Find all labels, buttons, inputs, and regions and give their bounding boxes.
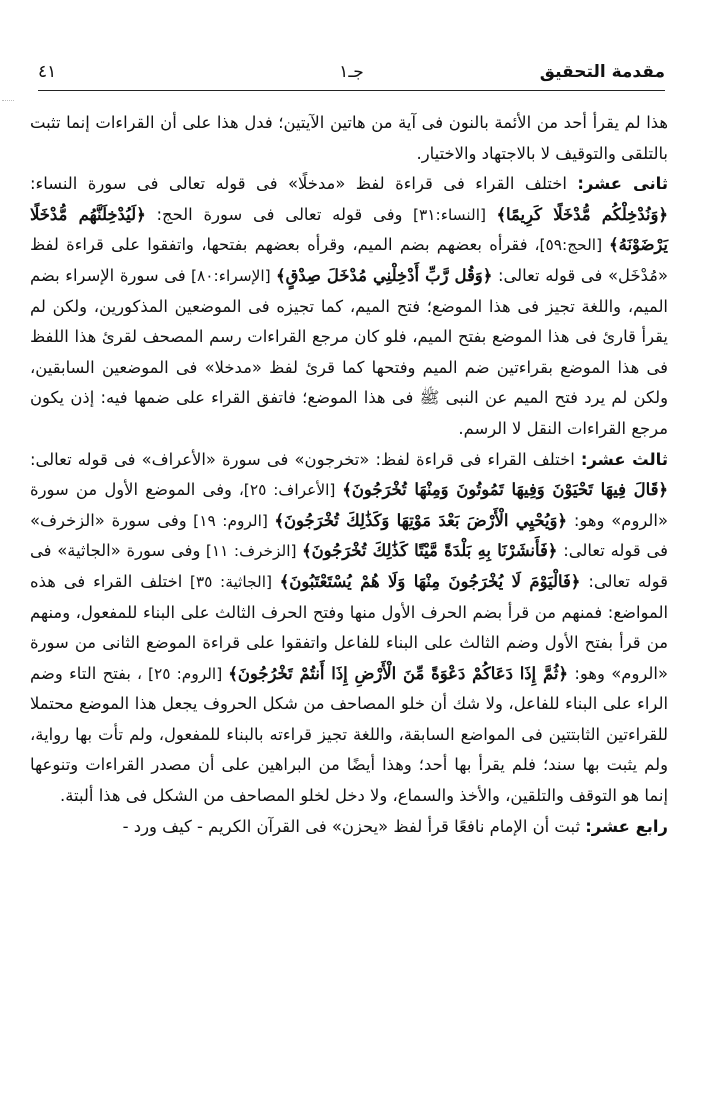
text-run: ثبت أن الإمام نافعًا قرأ لفظ «يحزن» فى القرآن الكريم - كيف ورد - bbox=[122, 816, 586, 836]
text-run: وفى الموضع الأول من سورة «الروم» وهو: bbox=[30, 480, 668, 530]
text-run: وفى قوله تعالى فى سورة الحج: bbox=[145, 204, 403, 224]
quran-verse: ﴿لَيُدْخِلَنَّهُم مُّدْخَلًا يَرْضَوْنَهُ﴾ bbox=[30, 204, 668, 255]
quran-verse: ﴿وَنُدْخِلْكُم مُّدْخَلًا كَرِيمًا﴾ bbox=[496, 204, 668, 224]
header-title: مقدمة التحقيق bbox=[539, 62, 665, 82]
quran-verse: ﴿وَيُحْيِي الْأَرْضَ بَعْدَ مَوْتِهَا وَكَذَٰلِكَ تُخْرَجُونَ﴾ bbox=[274, 510, 568, 530]
paragraph-label: ثانى عشر: bbox=[577, 174, 668, 194]
text-run: اختلف القراء فى قراءة لفظ «مدخلًا» فى قوله تعالى فى سورة النساء: bbox=[30, 174, 578, 194]
verse-reference: [النساء:٣١] bbox=[402, 205, 497, 224]
body-text bbox=[30, 108, 668, 842]
paragraph bbox=[30, 812, 668, 843]
text-run: وفى سورة «الزخرف» فى قوله تعالى: bbox=[30, 510, 668, 561]
margin-dots bbox=[2, 100, 14, 101]
header-rule bbox=[38, 90, 665, 91]
quran-verse: ﴿فَالْيَوْمَ لَا يُخْرَجُونَ مِنْهَا وَلَا هُمْ يُسْتَعْتَبُونَ﴾ bbox=[279, 571, 581, 591]
text-run: وفى سورة «الجاثية» فى قوله تعالى: bbox=[30, 541, 668, 591]
verse-reference: [الروم: ٢٥] ، bbox=[131, 664, 229, 683]
verse-reference: [الزخرف: ١١] bbox=[200, 542, 302, 561]
text-run: اختلف القراء فى هذه المواضع: فمنهم من قرأ بضم الحرف الأول منها وفتح الحرف الثالث على البناء للمفعول، ومنهم من قرأ بفتح الأول وضم الثالث على البناء للفاعل واتفقوا على قراءة الموضع الثانى من سورة «الروم» وهو: bbox=[30, 571, 668, 683]
verse-reference: [الحج:٥٩]، bbox=[527, 236, 610, 255]
text-run: اختلف القراء فى قراءة لفظ: «تخرجون» فى سورة «الأعراف» فى قوله تعالى: bbox=[30, 449, 581, 469]
verse-reference: [الجاثية: ٣٥] bbox=[182, 572, 280, 591]
text-run: فى سورة الإسراء بضم الميم، واللغة تجيز فى هذا الموضع؛ فتح الميم، كما تجيزه فى الموضعين المذكورين، ولكن لم يقرأ قارئ فى هذا الموضع بفتح الميم، فلو كان مرجع القراءات رسم المصحف لقرئ هذا اللفظ فى هذا الموضع بقراءتين ضم الميم وفتحها كما قرئ لفظ «مدخلا» فى الموضعين السابقين، ولكن لم يرد فتح الميم عن النبى ﷺ فى هذا الموضع؛ فاتفق القراء على ضمها فيه: إذن يكون مرجع القراءات النقل لا الرسم. bbox=[30, 265, 668, 438]
page-number: ٤١ bbox=[38, 62, 57, 82]
paragraph bbox=[30, 108, 668, 169]
text-run: بفتح التاء وضم الراء على البناء للفاعل، ولا شك أن خلو المصاحف من شكل الحروف يجعل هذا الموضع محتملا للقراءتين الثابتتين فى المواضع السابقة، واللغة تجيز قراءته بالبناء للمفعول، ولم تأت بها رواية، ولم يثبت بها سند؛ فلم يقرأ بها أحد؛ وهذا أيضًا من البراهين على أن مصدر القراءات وتنوعها إنما هو التوقف والتلقين، والأخذ والسماع، ولا دخل لخلو المصاحف من الشكل فى هذا ألبتة. bbox=[30, 663, 668, 806]
running-header bbox=[38, 62, 665, 90]
quran-verse: ﴿قَالَ فِيهَا تَحْيَوْنَ وَفِيهَا تَمُوتُونَ وَمِنْهَا تُخْرَجُونَ﴾ bbox=[342, 480, 669, 500]
paragraph bbox=[30, 445, 668, 812]
header-volume: جـ١ bbox=[339, 62, 364, 82]
verse-reference: [الأعراف: ٢٥]، bbox=[231, 481, 343, 500]
quran-verse: ﴿ثُمَّ إِذَا دَعَاكُمْ دَعْوَةً مِّنَ الْأَرْضِ إِذَا أَنتُمْ تَخْرُجُونَ﴾ bbox=[228, 663, 569, 683]
quran-verse: ﴿فَأَنشَرْنَا بِهِ بَلْدَةً مَّيْتًا كَذَٰلِكَ تُخْرَجُونَ﴾ bbox=[301, 541, 558, 561]
verse-reference: [الإسراء:٨٠] bbox=[185, 266, 276, 285]
paragraph-label: رابع عشر: bbox=[585, 816, 668, 836]
quran-verse: ﴿وَقُل رَّبِّ أَدْخِلْنِي مُدْخَلَ صِدْقٍ﴾ bbox=[275, 265, 493, 285]
verse-reference: [الروم: ١٩] bbox=[186, 511, 275, 530]
paragraph bbox=[30, 169, 668, 444]
paragraph-label: ثالث عشر: bbox=[580, 449, 668, 469]
text-run: فقرأه بعضهم بضم الميم، وقرأه بعضهم بفتحها، واتفقوا على قراءة لفظ «مُدْخَل» فى قوله تعالى: bbox=[30, 235, 668, 285]
text-run: هذا لم يقرأ أحد من الأئمة بالنون فى آية من هاتين الآيتين؛ فدل هذا على أن القراءات إنما تثبت بالتلقى والتوقيف لا بالاجتهاد والاختيار. bbox=[30, 113, 668, 163]
